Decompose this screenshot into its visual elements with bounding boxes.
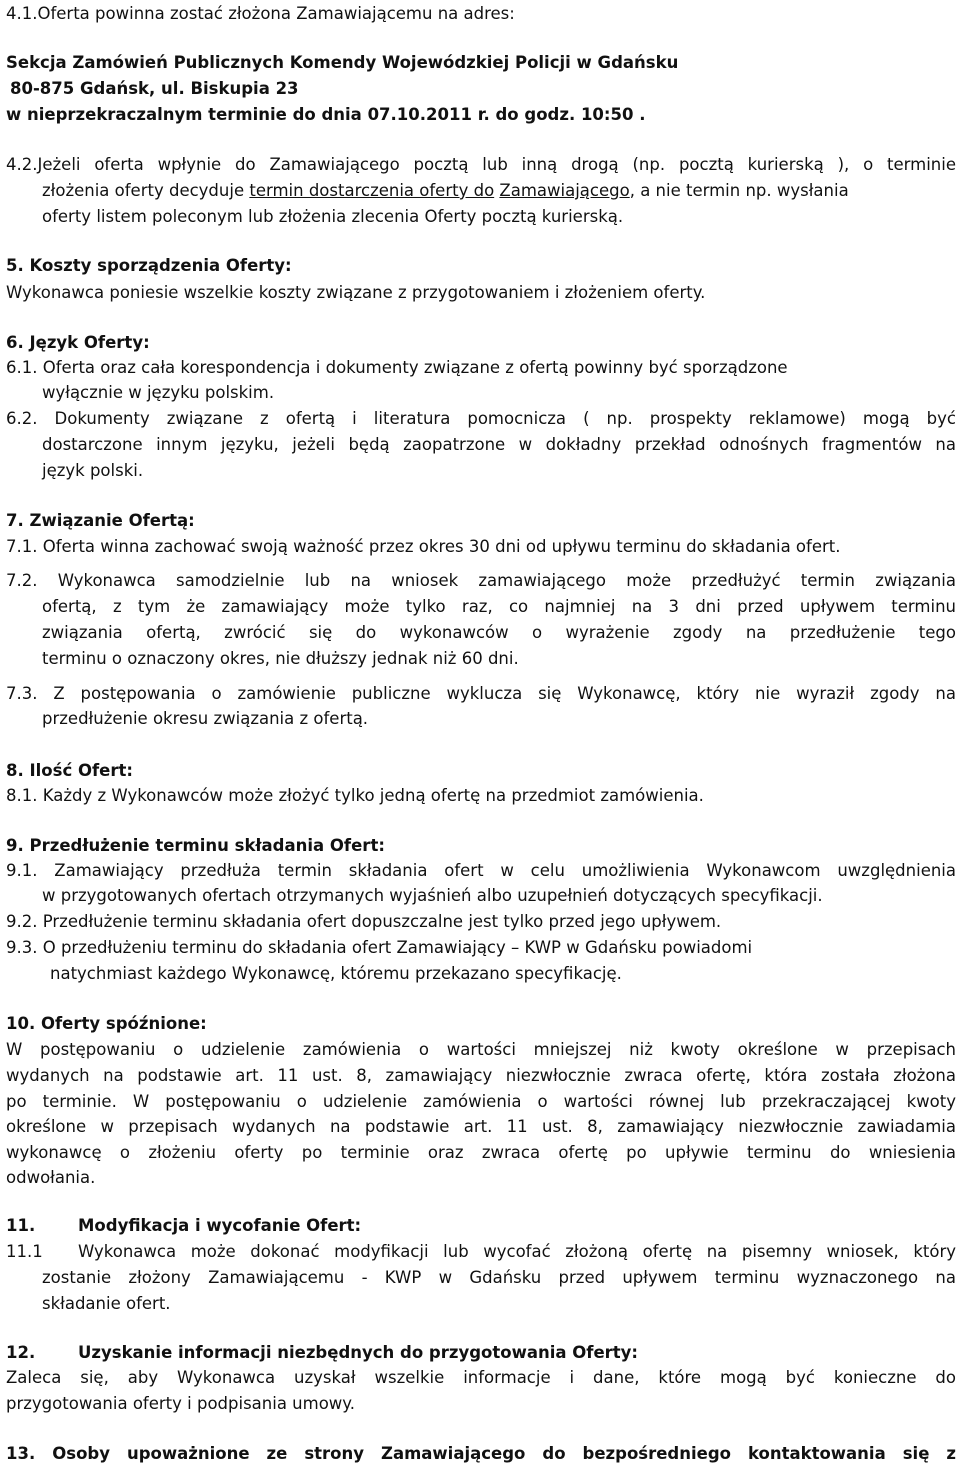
deadline-line: w nieprzekraczalnym terminie do dnia 07.10.2011 r. do godz. 10:50 . [6, 105, 646, 124]
section-8-1: 8.1. Każdy z Wykonawców może złożyć tylko jedną ofertę na przedmiot zamówienia. [6, 786, 704, 805]
section-9-3-line-2: natychmiast każdego Wykonawcę, któremu przekazano specyfikację. [50, 964, 622, 983]
section-10-line-6: odwołania. [6, 1168, 96, 1187]
section-6-1-line-1: 6.1. Oferta oraz cała korespondencja i dokumenty związane z ofertą powinny być sporządzone [6, 358, 788, 377]
underlined-delivery-term: termin dostarczenia oferty do [249, 181, 495, 200]
section-10-line-1: W postępowaniu o udzielenie zamówienia o wartości mniejszej niż kwoty określone w przepisach [6, 1040, 956, 1059]
section-10-heading: 10. Oferty spóźnione: [6, 1014, 207, 1033]
section-11-1-line-1: Wykonawca może dokonać modyfikacji lub wycofać złożoną ofertę na pisemny wniosek, który [78, 1242, 956, 1261]
section-11-title: Modyfikacja i wycofanie Ofert: [78, 1216, 362, 1235]
section-11-number: 11. [6, 1216, 36, 1235]
section-9-3-line-1: 9.3. O przedłużeniu terminu do składania ofert Zamawiający – KWP w Gdańsku powiadomi [6, 938, 753, 957]
section-7-heading: 7. Związanie Ofertą: [6, 511, 195, 530]
section-10-line-5: wykonawcę o złożeniu oferty po terminie oraz zwraca ofertę po upływie terminu do wniesienia [6, 1143, 956, 1162]
section-5-text: Wykonawca poniesie wszelkie koszty związane z przygotowaniem i złożeniem oferty. [6, 283, 706, 302]
section-8-heading: 8. Ilość Ofert: [6, 761, 133, 780]
section-6-heading: 6. Język Oferty: [6, 333, 150, 352]
section-7-2-line-1: 7.2. Wykonawca samodzielnie lub na wniosek zamawiającego może przedłużyć termin związania [6, 571, 956, 590]
section-5-heading: 5. Koszty sporządzenia Oferty: [6, 256, 292, 275]
line-2-text-b: , a nie termin np. wysłania [629, 181, 849, 200]
section-11-1-line-2: zostanie złożony Zamawiającemu - KWP w Gdańsku przed upływem terminu wyznaczonego na [42, 1268, 956, 1287]
section-4-2-line-2 [42, 181, 849, 201]
section-7-3-line-1: 7.3. Z postępowania o zamówienie publiczne wyklucza się Wykonawcę, który nie wyraził zgody na [6, 684, 956, 703]
address-line-1: Sekcja Zamówień Publicznych Komendy Wojewódzkiej Policji w Gdańsku [6, 53, 679, 72]
section-6-1-line-2: wyłącznie w języku polskim. [42, 383, 275, 402]
underlined-contracting-authority: Zamawiającego [499, 181, 630, 200]
section-12-line-2: przygotowania oferty i podpisania umowy. [6, 1394, 355, 1413]
section-4-2-line-1: 4.2.Jeżeli oferta wpłynie do Zamawiającego pocztą lub inną drogą (np. pocztą kurierską ), o terminie [6, 155, 956, 174]
section-11-1-number: 11.1 [6, 1242, 43, 1261]
section-10-line-3: po terminie. W postępowaniu o udzielenie zamówienia o wartości równej lub przekraczającej kwoty [6, 1092, 956, 1111]
section-11-1-line-3: składanie ofert. [42, 1294, 171, 1313]
section-7-2-line-3: związania ofertą, zwrócić się do wykonawców o wyrażenie zgody na przedłużenie tego [42, 623, 956, 642]
section-10-line-4: określone w przepisach wydanych na podstawie art. 11 ust. 8, zamawiający niezwłocznie zawiadamia [6, 1117, 956, 1136]
section-9-heading: 9. Przedłużenie terminu składania Ofert: [6, 836, 385, 855]
section-9-2: 9.2. Przedłużenie terminu składania ofert dopuszczalne jest tylko przed jego upływem. [6, 912, 722, 931]
section-9-1-line-2: w przygotowanych ofertach otrzymanych wyjaśnień albo uzupełnień dotyczących specyfikacji. [42, 886, 823, 905]
address-line-2: 80-875 Gdańsk, ul. Biskupia 23 [10, 79, 299, 98]
section-9-1-line-1: 9.1. Zamawiający przedłuża termin składania ofert w celu umożliwienia Wykonawcom uwzględnienia [6, 861, 956, 880]
line-2-text-a: złożenia oferty decyduje [42, 181, 250, 200]
section-7-1: 7.1. Oferta winna zachować swoją ważność przez okres 30 dni od upływu terminu do składania ofert. [6, 537, 841, 556]
section-10-line-2: wydanych na podstawie art. 11 ust. 8, zamawiający niezwłocznie zwraca ofertę, która została złożona [6, 1066, 956, 1085]
section-7-3-line-2: przedłużenie okresu związania z ofertą. [42, 709, 369, 728]
section-6-2-line-2: dostarczone innym języku, jeżeli będą zaopatrzone w dokładny przekład odnośnych fragmentów na [42, 435, 956, 454]
section-7-2-line-2: ofertą, z tym że zamawiający może tylko raz, co najmniej na 3 dni przed upływem terminu [42, 597, 956, 616]
section-6-2-line-1: 6.2. Dokumenty związane z ofertą i literatura pomocnicza ( np. prospekty reklamowe) mogą być [6, 409, 956, 428]
section-6-2-line-3: język polski. [42, 461, 144, 480]
section-12-title: Uzyskanie informacji niezbędnych do przygotowania Oferty: [78, 1343, 639, 1362]
section-4-1-heading: 4.1.Oferta powinna zostać złożona Zamawiającemu na adres: [6, 4, 515, 23]
section-4-2-line-3: oferty listem poleconym lub złożenia zlecenia Oferty pocztą kurierską. [42, 207, 624, 226]
section-12-line-1: Zaleca się, aby Wykonawca uzyskał wszelkie informacje i dane, które mogą być konieczne do [6, 1368, 956, 1387]
section-7-2-line-4: terminu o oznaczony okres, nie dłuższy jednak niż 60 dni. [42, 649, 519, 668]
section-12-number: 12. [6, 1343, 36, 1362]
section-13-heading: 13. Osoby upoważnione ze strony Zamawiającego do bezpośredniego kontaktowania się z [6, 1444, 956, 1463]
